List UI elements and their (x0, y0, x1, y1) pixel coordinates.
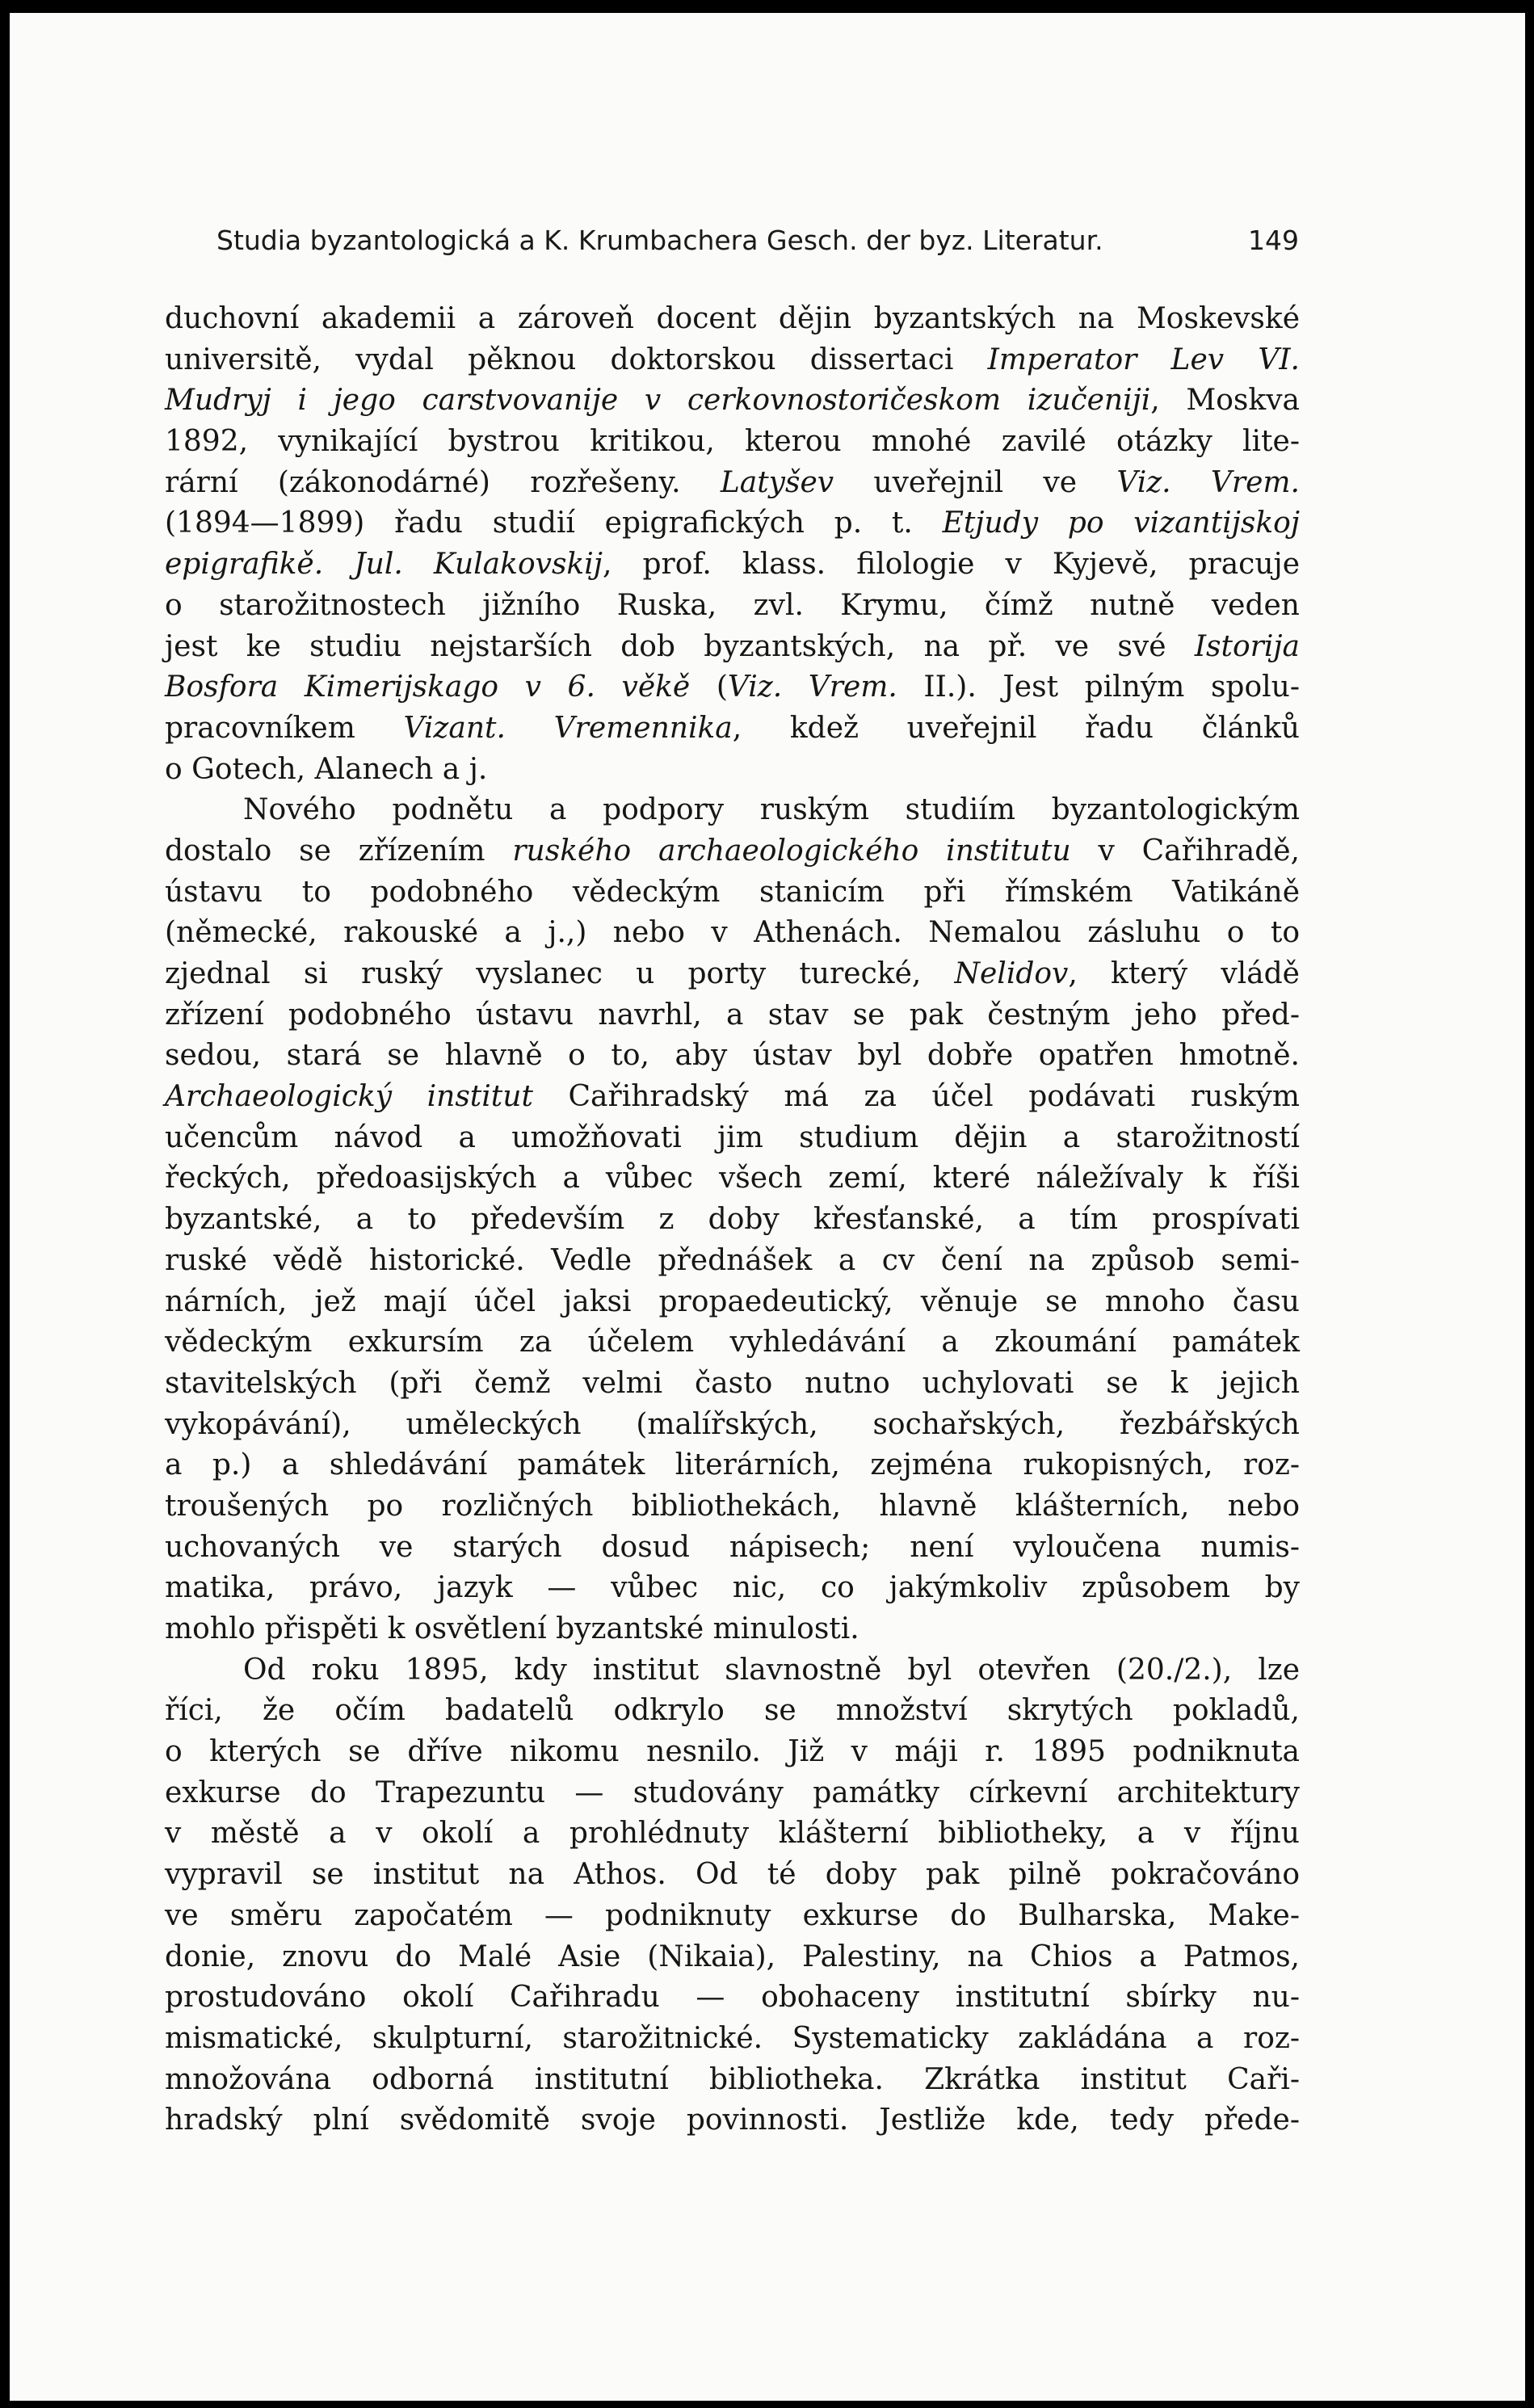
text-segment: , Moskva (1150, 384, 1301, 418)
italic-text: Etjudy po vizantijskoj (942, 506, 1300, 540)
italic-text: Bosfora Kimerijskago v 6. věkě (165, 670, 691, 704)
text-segment: uchovaných ve starých dosud nápisech; není vyloučena numis- (165, 1530, 1300, 1564)
text-line (165, 1896, 1300, 1937)
text-line (165, 1650, 1300, 1691)
text-segment: Nového podnětu a podpory ruským studiím byzantologickým (243, 793, 1300, 827)
text-segment: mismatické, skulpturní, starožitnické. Systematicky zakládána a roz- (165, 2021, 1300, 2055)
text-line (165, 1977, 1300, 2019)
text-segment: o kterých se dříve nikomu nesnilo. Již v máji r. 1895 podniknuta (165, 1735, 1300, 1769)
text-line (165, 1200, 1300, 1241)
text-line (165, 954, 1300, 995)
italic-text: Imperator Lev VI. (987, 342, 1300, 376)
text-segment: 1892, vynikající bystrou kritikou, kterou mnohé zavilé otázky lite- (165, 425, 1300, 459)
text-segment: množována odborná institutní bibliotheka. Zkrátka institut Caři- (165, 2062, 1300, 2096)
text-line (165, 790, 1300, 831)
italic-text: epigrafikě. Jul. Kulakovskij (165, 548, 603, 582)
text-line (165, 667, 1300, 708)
text-segment: učencům návod a umožňovati jim studium dějin a starožitností (165, 1120, 1300, 1154)
text-segment: Cařihradský má za účel podávati ruským (532, 1080, 1301, 1114)
text-segment: ve směru započatém — podniknuty exkurse do Bulharska, Make- (165, 1898, 1300, 1932)
text-line (165, 1118, 1300, 1159)
text-segment: v městě a v okolí a prohlédnuty klášterní bibliotheky, a v říjnu (165, 1817, 1300, 1851)
text-line (165, 1158, 1300, 1200)
italic-text: Vizant. Vremennika (403, 711, 733, 745)
text-segment: exkurse do Trapezuntu — studovány památky církevní architektury (165, 1776, 1300, 1809)
text-segment: (německé, rakouské a j.,) nebo v Athenách. Nemalou zásluhu o to (165, 916, 1300, 950)
text-segment: vykopávání), uměleckých (malířských, sochařských, řezbářských (165, 1407, 1300, 1441)
text-segment: vypravil se institut na Athos. Od té doby pak pilně pokračováno (165, 1858, 1300, 1892)
text-line (165, 340, 1300, 381)
text-segment: , prof. klass. filologie v Kyjevě, pracuje (602, 548, 1300, 582)
text-line (165, 831, 1300, 872)
italic-text: Viz. Vrem. (727, 670, 897, 704)
text-segment: troušených po rozličných bibliothekách, hlavně klášterních, nebo (165, 1489, 1300, 1523)
text-segment: ( (690, 670, 728, 704)
text-segment: mohlo přispěti k osvětlení byzantské minulosti. (165, 1612, 859, 1645)
text-segment: hradský plní svědomitě svoje povinnosti. Jestliže kde, tedy přede- (165, 2103, 1300, 2137)
text-segment: byzantské, a to především z doby křesťanské, a tím prospívati (165, 1203, 1300, 1237)
text-line (165, 422, 1300, 463)
text-line (165, 1855, 1300, 1896)
text-line (165, 1036, 1300, 1077)
body-text (165, 299, 1300, 2141)
text-line (165, 1486, 1300, 1528)
text-line (165, 1528, 1300, 1569)
text-segment: duchovní akademii a zároveň docent dějin byzantských na Moskevské (165, 302, 1300, 335)
text-segment: a p.) a shledávání památek literárních, zejména rukopisných, roz- (165, 1448, 1300, 1482)
text-segment: II.). Jest pilným spolu- (897, 670, 1300, 704)
text-line (165, 299, 1300, 340)
text-line (165, 463, 1300, 504)
text-line (165, 1813, 1300, 1855)
text-segment: o Gotech, Alanech a j. (165, 752, 488, 786)
text-segment: prostudováno okolí Cařihradu — obohaceny institutní sbírky nu- (165, 1981, 1300, 2015)
text-segment: (1894—1899) řadu studií epigrafických p. t. (165, 506, 943, 540)
text-segment: uveřejnil ve (834, 465, 1117, 499)
page-number: 149 (1248, 225, 1299, 256)
text-line (165, 708, 1300, 750)
text-line (165, 627, 1300, 668)
text-line (165, 1568, 1300, 1609)
text-line (165, 913, 1300, 954)
text-line (165, 586, 1300, 627)
text-line (165, 1282, 1300, 1323)
text-segment: v Cařihradě, (1070, 834, 1300, 868)
text-line (165, 1609, 1300, 1650)
text-segment: rární (zákonodárné) rozřešeny. (165, 465, 721, 499)
text-line (165, 1322, 1300, 1364)
text-segment: sedou, stará se hlavně o to, aby ústav byl dobře opatřen hmotně. (165, 1039, 1300, 1073)
italic-text: Mudryj i jego carstvovanije v cerkovnostoričeskom izučeniji (165, 384, 1151, 418)
text-line (165, 1732, 1300, 1773)
text-segment: stavitelských (při čemž velmi často nutno uchylovati se k jejich (165, 1366, 1300, 1400)
text-line (165, 1405, 1300, 1446)
text-segment: zřízení podobného ústavu navrhl, a stav se pak čestným jeho před- (165, 998, 1300, 1032)
running-header (216, 225, 1299, 256)
page (10, 13, 1525, 2401)
text-line (165, 1773, 1300, 1814)
text-line (165, 1937, 1300, 1978)
text-segment: universitě, vydal pěknou doktorskou dissertaci (165, 342, 988, 376)
text-segment: dostalo se zřízením (165, 834, 513, 868)
text-line (165, 1691, 1300, 1732)
italic-text: Istorija (1194, 629, 1300, 663)
text-line (165, 1445, 1300, 1486)
text-line (165, 2060, 1300, 2101)
text-line (165, 2019, 1300, 2060)
text-line (165, 995, 1300, 1036)
text-segment: , kdež uveřejnil řadu článků (732, 711, 1300, 745)
text-line (165, 1364, 1300, 1405)
text-segment: vědeckým exkursím za účelem vyhledávání a zkoumání památek (165, 1326, 1300, 1359)
text-segment: donie, znovu do Malé Asie (Nikaia), Palestiny, na Chios a Patmos, (165, 1939, 1300, 1973)
text-segment: o starožitnostech jižního Ruska, zvl. Krymu, čímž nutně veden (165, 588, 1300, 622)
text-line (165, 1241, 1300, 1282)
italic-text: Nelidov (954, 957, 1069, 990)
text-segment: ústavu to podobného vědeckým stanicím při římském Vatikáně (165, 875, 1300, 909)
italic-text: ruského archaeologického institutu (512, 834, 1071, 868)
text-line (165, 2100, 1300, 2141)
text-line (165, 1077, 1300, 1118)
text-segment: ruské vědě historické. Vedle přednášek a cv čení na způsob semi- (165, 1243, 1300, 1277)
text-segment: nárních, jež mají účel jaksi propaedeutický, věnuje se mnoho času (165, 1284, 1300, 1318)
text-line (165, 750, 1300, 791)
text-segment: Od roku 1895, kdy institut slavnostně byl otevřen (20./2.), lze (243, 1653, 1300, 1687)
text-segment: zjednal si ruský vyslanec u porty turecké, (165, 957, 955, 990)
text-line (165, 503, 1300, 544)
text-line (165, 380, 1300, 422)
italic-text: Viz. Vrem. (1116, 465, 1300, 499)
text-segment: říci, že očím badatelů odkrylo se množství skrytých pokladů, (165, 1694, 1300, 1728)
text-segment: pracovníkem (165, 711, 404, 745)
text-segment: , který vládě (1068, 957, 1300, 990)
text-segment: matika, právo, jazyk — vůbec nic, co jakýmkoliv způsobem by (165, 1571, 1300, 1605)
text-line (165, 544, 1300, 586)
running-title: Studia byzantologická a K. Krumbachera Gesch. der byz. Literatur. (216, 225, 1103, 256)
italic-text: Archaeologický institut (165, 1080, 533, 1114)
italic-text: Latyšev (720, 465, 834, 499)
text-segment: jest ke studiu nejstarších dob byzantských, na př. ve své (165, 629, 1195, 663)
text-line (165, 872, 1300, 914)
text-segment: řeckých, předoasijských a vůbec všech zemí, které náležívaly k říši (165, 1162, 1300, 1196)
